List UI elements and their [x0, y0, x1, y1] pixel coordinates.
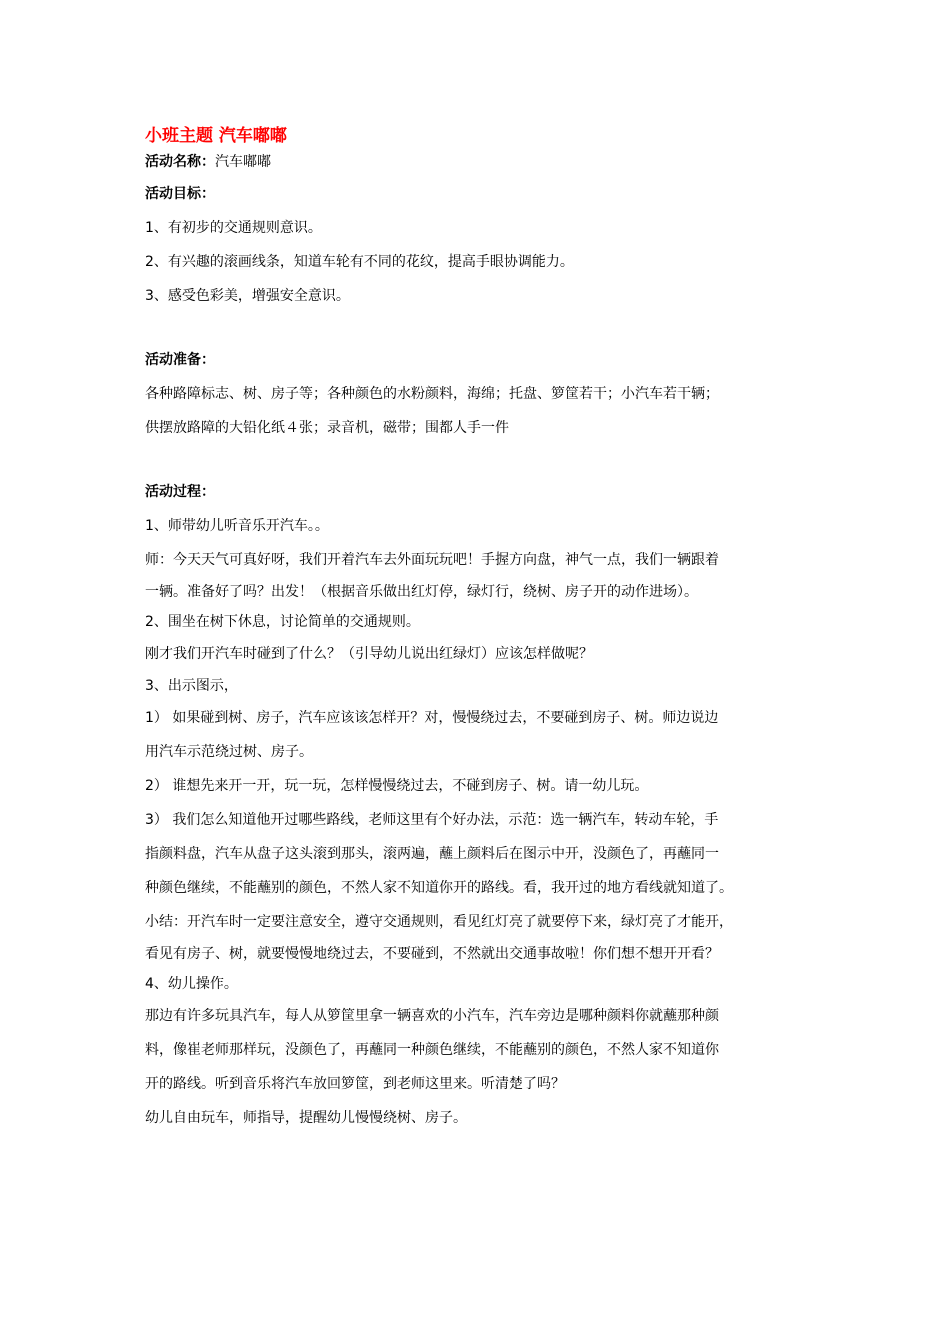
activity-name-line	[145, 147, 815, 177]
activity-name-value: 汽车嘟嘟	[215, 154, 271, 170]
spacer	[145, 445, 815, 475]
process-line: 2、围坐在树下休息，讨论简单的交通规则。	[145, 614, 420, 630]
goal-item-2: 2、有兴趣的滚画线条，知道车轮有不同的花纹，提高手眼协调能力。	[145, 254, 574, 270]
spacer	[145, 313, 815, 343]
process-line: 2） 谁想先来开一开，玩一玩，怎样慢慢绕过去，不碰到房子、树。请一幼儿玩。	[145, 778, 649, 794]
process-line: 指颜料盘，汽车从盘子这头滚到那头，滚两遍，蘸上颜料后在图示中开，没颜色了，再蘸同一	[145, 846, 719, 862]
prep-line-2: 供摆放路障的大铅化纸４张；录音机，磁带；围都人手一件	[145, 420, 509, 436]
process-line: 3、出示图示，	[145, 678, 238, 694]
goal-item-3: 3、感受色彩美，增强安全意识。	[145, 288, 350, 304]
process-line: 种颜色继续，不能蘸别的颜色，不然人家不知道你开的路线。看，我开过的地方看线就知道了。	[145, 880, 733, 896]
process-line: 3） 我们怎么知道他开过哪些路线，老师这里有个好办法，示范：选一辆汽车，转动车轮，手	[145, 812, 719, 828]
process-line: 师：今天天气可真好呀，我们开着汽车去外面玩玩吧！手握方向盘，神气一点，我们一辆跟着	[145, 552, 719, 568]
activity-name-label: 活动名称：	[145, 154, 215, 170]
process-line: 一辆。准备好了吗？出发！（根据音乐做出红灯停，绿灯行，绕树、房子开的动作进场）。	[145, 584, 698, 600]
process-label: 活动过程：	[145, 484, 215, 500]
prep-line-1: 各种路障标志、树、房子等；各种颜色的水粉颜料，海绵；托盘、箩筐若干；小汽车若干辆；	[145, 386, 719, 402]
process-line: 刚才我们开汽车时碰到了什么？（引导幼儿说出红绿灯）应该怎样做呢？	[145, 646, 593, 662]
goals-label: 活动目标：	[145, 186, 215, 202]
process-line: 那边有许多玩具汽车，每人从箩筐里拿一辆喜欢的小汽车，汽车旁边是哪种颜料你就蘸那种颜	[145, 1008, 719, 1024]
process-line: 开的路线。听到音乐将汽车放回箩筐，到老师这里来。听清楚了吗？	[145, 1076, 565, 1092]
process-line: 用汽车示范绕过树、房子。	[145, 744, 313, 760]
process-line: 看见有房子、树，就要慢慢地绕过去，不要碰到，不然就出交通事故啦！你们想不想开开看？	[145, 946, 719, 962]
prep-label: 活动准备：	[145, 352, 215, 368]
document-page	[145, 125, 815, 1135]
process-line: 料，像崔老师那样玩，没颜色了，再蘸同一种颜色继续，不能蘸别的颜色，不然人家不知道你	[145, 1042, 719, 1058]
process-line: 幼儿自由玩车，师指导，提醒幼儿慢慢绕树、房子。	[145, 1110, 467, 1126]
goal-item-1: 1、有初步的交通规则意识。	[145, 220, 322, 236]
process-line: 4、幼儿操作。	[145, 976, 238, 992]
doc-title: 小班主题 汽车嘟嘟	[145, 126, 287, 146]
process-line: 1） 如果碰到树、房子，汽车应该该怎样开？对，慢慢绕过去，不要碰到房子、树。师边说边	[145, 710, 719, 726]
process-line: 小结：开汽车时一定要注意安全，遵守交通规则，看见红灯亮了就要停下来，绿灯亮了才能开，	[145, 914, 733, 930]
process-line: 1、师带幼儿听音乐开汽车。。	[145, 518, 329, 534]
